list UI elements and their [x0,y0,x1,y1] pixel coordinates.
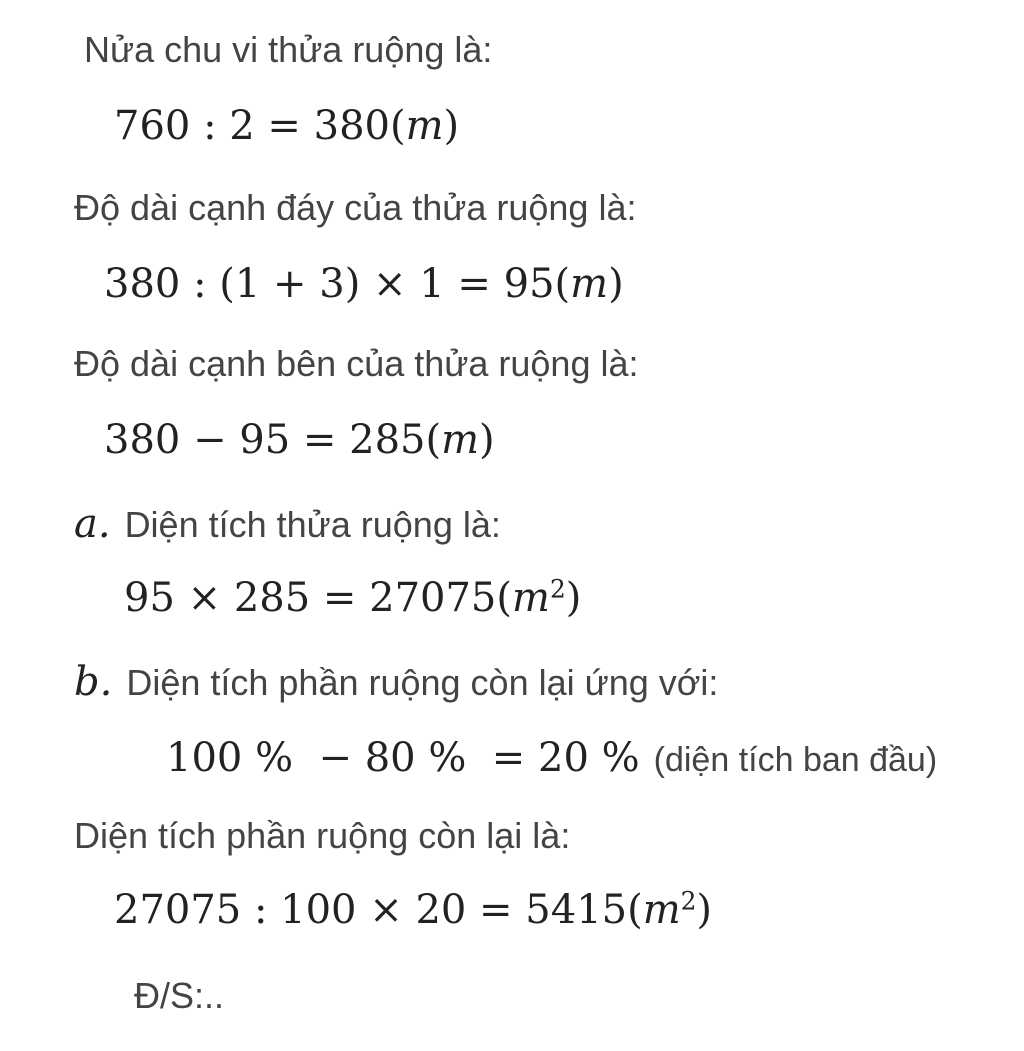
text: Diện tích phần ruộng còn lại là: [74,815,571,856]
equation-text: 27075 : 100 × 20 = 5415( [114,887,643,933]
equation-half-perimeter [114,103,460,149]
equation-close: ) [608,261,624,307]
line-remaining-heading [74,815,571,856]
equation-percent [166,735,938,781]
equation-text: 95 × 285 = 27075( [124,575,512,621]
part-a-label: a. [74,501,111,547]
part-b-label: b. [74,659,113,705]
equation-side [104,417,495,463]
equation-close: ) [696,887,713,933]
equation-text: 380 − 95 = 285( [104,417,442,463]
equation-remaining [114,886,713,933]
variable: m [441,417,480,463]
text: Nửa chu vi thửa ruộng là: [84,29,493,70]
text: Diện tích thửa ruộng là: [124,504,501,545]
equation-close: ) [443,103,460,149]
answer-line [134,975,225,1016]
equation-text: 760 : 2 = 380( [114,103,406,149]
line-base-heading [74,187,637,228]
line-side-heading [74,343,639,384]
text: Độ dài cạnh bên của thửa ruộng là: [74,343,639,384]
text: Độ dài cạnh đáy của thửa ruộng là: [74,187,637,228]
equation-close: ) [479,417,495,463]
text: Diện tích phần ruộng còn lại ứng với: [126,662,719,703]
line-part-a-heading [74,501,501,547]
equation-text: 380 : (1 + 3) × 1 = 95( [104,261,571,307]
variable: m [570,261,609,307]
variable: m [512,575,550,621]
answer-text: Đ/S:.. [134,975,225,1016]
equation-close: ) [565,575,582,621]
equation-area [124,574,582,621]
line-part-b-heading [74,659,719,705]
exponent: 2 [549,574,566,604]
line-half-perimeter-heading [84,29,493,70]
equation-text: 100 % − 80 % = 20 % [166,735,640,781]
note-text: (diện tích ban đầu) [653,741,938,779]
variable: m [642,887,681,933]
variable: m [405,103,444,149]
equation-base [104,261,624,307]
exponent: 2 [680,886,697,916]
